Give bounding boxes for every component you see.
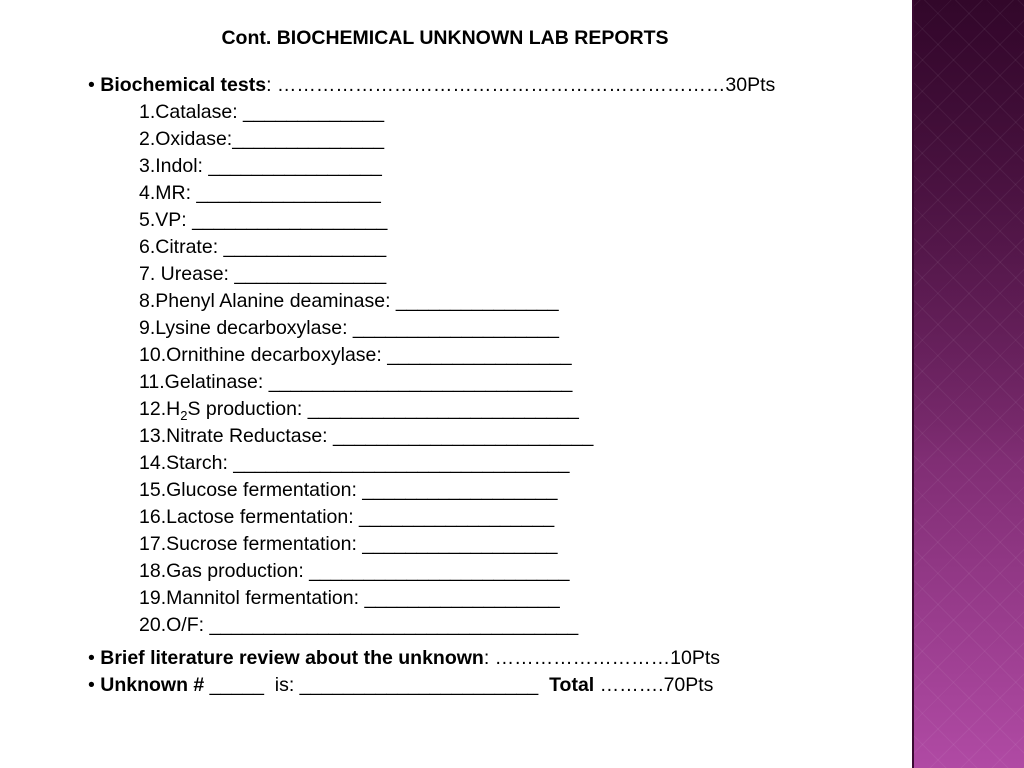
section-literature-review — [88, 646, 720, 670]
test-item: 16.Lactose fermentation: __________________ — [139, 506, 555, 528]
test-item: 9.Lysine decarboxylase: ___________________ — [139, 317, 559, 339]
section-label: Unknown # — [100, 674, 205, 696]
test-item: 1.Catalase: _____________ — [139, 101, 385, 123]
total-label: Total — [549, 674, 595, 696]
test-item: 14.Starch: _______________________________ — [139, 452, 570, 474]
test-item: 18.Gas production: ________________________ — [139, 560, 570, 582]
section-label: Biochemical tests — [100, 74, 267, 96]
test-item: 2.Oxidase:______________ — [139, 128, 385, 150]
page-title: Cont. BIOCHEMICAL UNKNOWN LAB REPORTS — [221, 27, 669, 49]
h2s-suffix: S production: _________________________ — [187, 398, 579, 420]
section-points: : ………………………10Pts — [483, 647, 721, 669]
test-item: 5.VP: __________________ — [139, 209, 388, 231]
test-item: 13.Nitrate Reductase: ________________________ — [139, 425, 594, 447]
test-item: 7. Urease: ______________ — [139, 263, 387, 285]
diamond-pattern — [914, 0, 1024, 768]
test-item: 10.Ornithine decarboxylase: _________________ — [139, 344, 572, 366]
decorative-side-panel — [912, 0, 1024, 768]
test-item: 17.Sucrose fermentation: __________________ — [139, 533, 558, 555]
test-item: 11.Gelatinase: ____________________________ — [139, 371, 573, 393]
test-item: 19.Mannitol fermentation: __________________ — [139, 587, 560, 609]
total-points: ……….70Pts — [594, 674, 714, 696]
test-item: 20.O/F: __________________________________ — [139, 614, 579, 636]
test-item: 3.Indol: ________________ — [139, 155, 382, 177]
section-points: : ……………………………………………………………30Pts — [266, 74, 776, 96]
h2s-subscript: 2 — [180, 407, 188, 423]
bullet: • — [88, 74, 95, 96]
test-item: 8.Phenyl Alanine deaminase: _______________ — [139, 290, 559, 312]
bullet: • — [88, 647, 95, 669]
unknown-blanks: _____ is: ______________________ — [204, 674, 550, 696]
h2s-prefix: 12.H — [139, 398, 181, 420]
test-item: 4.MR: _________________ — [139, 182, 381, 204]
section-biochemical-tests — [88, 73, 775, 97]
test-item-h2s — [139, 397, 579, 421]
section-label: Brief literature review about the unknown — [100, 647, 484, 669]
section-unknown-number — [88, 673, 713, 697]
test-item: 15.Glucose fermentation: __________________ — [139, 479, 558, 501]
test-item: 6.Citrate: _______________ — [139, 236, 387, 258]
bullet: • — [88, 674, 95, 696]
